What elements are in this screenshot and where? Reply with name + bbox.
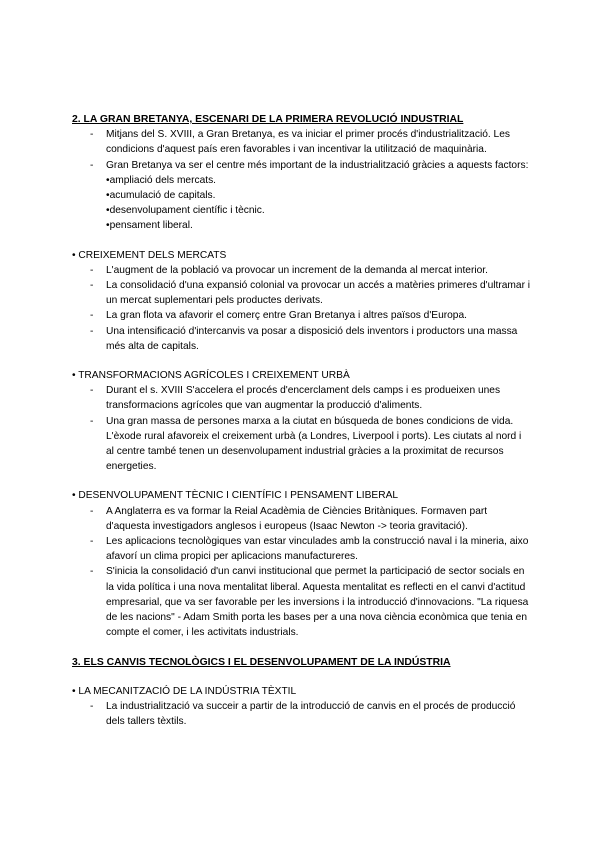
list-item-text: Una intensificació d'intercanvis va posar a disposició dels inventors i productors una massa més alta de capitals.: [106, 325, 518, 352]
list-item: [72, 127, 532, 157]
list-item-text: Mitjans del S. XVIII, a Gran Bretanya, es va iniciar el primer procés d'industrialització. Les condicions d'aquest país eren favorables i van incentivar la utilització de maquinària.: [106, 129, 510, 156]
list-item: [72, 534, 532, 564]
section-britain: [72, 112, 532, 234]
list-item-text: A Anglaterra es va formar la Reial Acadèmia de Ciències Britàniques. Formaven part d'aquesta investigadors anglesos i europeus (Isaac Newton -> teoria gravitació).: [106, 505, 488, 532]
section-technical: [72, 488, 532, 640]
dash-list: [72, 127, 532, 233]
section-markets: [72, 248, 532, 354]
list-item: [72, 278, 532, 308]
section-agriculture: [72, 368, 532, 474]
list-item: [72, 308, 532, 323]
list-item: [72, 383, 532, 413]
list-item: [72, 158, 532, 234]
list-item: [72, 324, 532, 354]
list-item-text: L'augment de la població va provocar un increment de la demanda al mercat interior.: [106, 264, 488, 276]
dash-list: [72, 383, 532, 474]
list-item: [72, 414, 532, 475]
list-item: [72, 504, 532, 534]
dash-list: [72, 263, 532, 354]
document-content: [72, 112, 532, 743]
list-item-text: S'inicia la consolidació d'un canvi institucional que permet la participació de sector socials en la vida política i una nova mentalitat liberal. Aquesta mentalitat es reflecti en el canvi d'actitud empresarial, que va ser favorable per les inversions i la introducció d'innovacions. "La riquesa de les nacions" - Adam Smith porta les bases per a una nova ciència econòmica que tenia en compte el comer, i les activitats industrials.: [106, 566, 529, 639]
sub-bullet: •ampliació dels mercats.: [106, 174, 217, 186]
sub-bullet: •acumulació de capitals.: [106, 190, 216, 202]
sub-bullet: •pensament liberal.: [106, 220, 193, 232]
section-tech-changes: [72, 655, 532, 670]
list-item-text: La gran flota va afavorir el comerç entre Gran Bretanya i altres països d'Europa.: [106, 310, 467, 322]
list-item-text: Durant el s. XVIII S'accelera el procés d'encerclament dels camps i es produeixen unes transformacions agrícoles que van augmentar la producció d'aliments.: [106, 385, 501, 412]
list-item-text: Gran Bretanya va ser el centre més important de la industrialització gràcies a aquests factors:: [106, 159, 529, 171]
section-title: • CREIXEMENT DELS MERCATS: [72, 249, 227, 261]
section-heading: 3. ELS CANVIS TECNOLÒGICS I EL DESENVOLUPAMENT DE LA INDÚSTRIA: [72, 656, 451, 668]
section-title: • TRANSFORMACIONS AGRÍCOLES I CREIXEMENT URBÀ: [72, 370, 350, 382]
dash-list: [72, 699, 532, 729]
list-item: [72, 699, 532, 729]
sub-bullet: •desenvolupament científic i tècnic.: [106, 205, 265, 217]
list-item-text: La consolidació d'una expansió colonial va provocar un accés a matèries primeres d'ultramar i un mercat suplementari pels productes derivats.: [106, 280, 531, 307]
list-item-text: Les aplicacions tecnològiques van estar vinculades amb la construcció naval i la mineria, aixo afavorí un clima propici per aplicacions manufactureres.: [106, 536, 529, 563]
section-title: • DESENVOLUPAMENT TÈCNIC I CIENTÍFIC I PENSAMENT LIBERAL: [72, 490, 399, 502]
list-item-text: Una gran massa de persones marxa a la ciutat en búsqueda de bones condicions de vida. L'èxode rural afavoreix el creixement urbà (a Londres, Liverpool i ports). Les ciutats al nord i al centre també tenen un desenvolupament industrial gràcies a la proximitat de recursos energeties.: [106, 415, 522, 473]
list-item-text: La industrialització va succeir a partir de la introducció de canvis en el procés de producció dels tallers tèxtils.: [106, 700, 516, 728]
list-item: [72, 263, 532, 278]
section-textile: [72, 684, 532, 730]
dash-list: [72, 504, 532, 641]
section-heading: 2. LA GRAN BRETANYA, ESCENARI DE LA PRIMERA REVOLUCIÓ INDUSTRIAL: [72, 114, 464, 125]
list-item: [72, 564, 532, 640]
section-title: • LA MECANITZACIÓ DE LA INDÚSTRIA TÈXTIL: [72, 685, 297, 697]
